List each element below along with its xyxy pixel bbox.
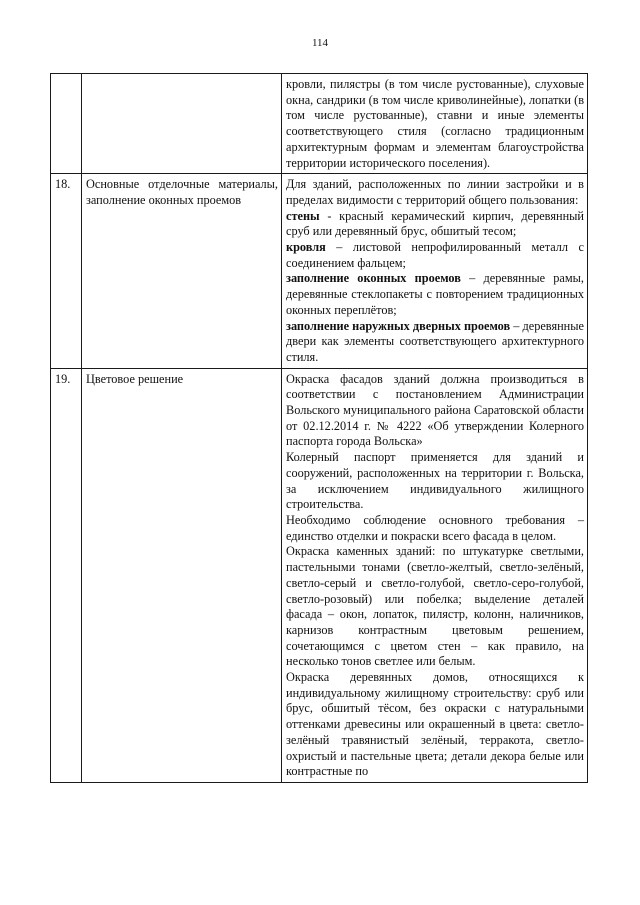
table-row [51,174,588,368]
material-term: кровля [286,240,326,255]
description-intro: Для зданий, расположенных по линии застройки и в пределах видимости с территорий общего пользования: [286,177,584,207]
description-paragraph: кровли, пилястры (в том числе рустованные), слуховые окна, сандрики (в том числе криволинейные), лопатки (в том числе рустованные), ставни и иные элементы соответствующего стиля (согласно традиционным архитектурным формам и элементам благоустройства территории исторического поселения). [286,77,584,170]
material-text: красный керамический кирпич, деревянный сруб или деревянный брус, обшитый тесом; [286,208,584,239]
row-description [282,74,588,174]
description-paragraph: Окраска фасадов зданий должна производиться в соответствии с постановлением Администрации Вольского муниципального района Саратовской области от 02.12.2014 г. № 4222 «Об утверждении Колерного паспорта города Вольска» [286,371,584,449]
material-text: листовой непрофилированный металл с соединением фальцем; [286,240,585,270]
material-item [286,240,584,271]
material-item [286,209,584,240]
row-number: 18. [51,174,82,368]
table-row [51,368,588,782]
material-item [286,319,584,366]
material-term: стены [286,208,320,223]
row-name: Основные отделочные материалы, заполнение оконных проемов [82,174,282,368]
table-row [51,74,588,174]
material-text: деревянные двери как элементы соответствующего архитектурного стиля. [286,318,584,364]
regulations-table [50,73,588,783]
row-name: Цветовое решение [82,368,282,782]
material-separator: – [510,318,523,333]
material-item [286,271,584,318]
material-separator: – [325,240,353,255]
material-separator: – [460,271,484,286]
row-number [51,74,82,174]
row-description [282,174,588,368]
description-paragraph: Необходимо соблюдение основного требования – единство отделки и покраски всего фасада в целом. [286,512,584,543]
row-description [282,368,588,782]
row-name [82,74,282,174]
description-paragraph: Колерный паспорт применяется для зданий и сооружений, расположенных на территории г. Вольска, за исключением индивидуального жилищного строительства. [286,450,584,512]
material-term: заполнение наружных дверных проемов [286,318,511,333]
page-number: 114 [311,37,329,49]
row-number: 19. [51,368,82,782]
material-separator: - [319,208,340,223]
description-paragraph: Окраска деревянных домов, относящихся к индивидуальному жилищному строительству: сруб или брус, обшитый тёсом, без окраски с натуральными оттенками древесины или окрашенный в цвета: светло-зелёный травянистый зелёный, терракота, светло-охристый и пастельные цвета; детали декора белые или контрастные по [286,670,584,779]
description-paragraph: Окраска каменных зданий: по штукатурке светлыми, пастельными тонами (светло-желтый, светло-зелёный, светло-серый и светло-голубой, светло-серо-голубой, светло-розовый) или побелка; выделение деталей фасада – окон, лопаток, пилястр, колонн, наличников, карнизов контрастным цветовым решением, сочетающимся с цветом стен – как правило, на несколько тонов светлее или белым. [286,544,584,669]
material-term: заполнение оконных проемов [286,271,461,286]
material-text: деревянные рамы, деревянные стеклопакеты с повторением традиционных оконных переплётов; [286,271,584,317]
